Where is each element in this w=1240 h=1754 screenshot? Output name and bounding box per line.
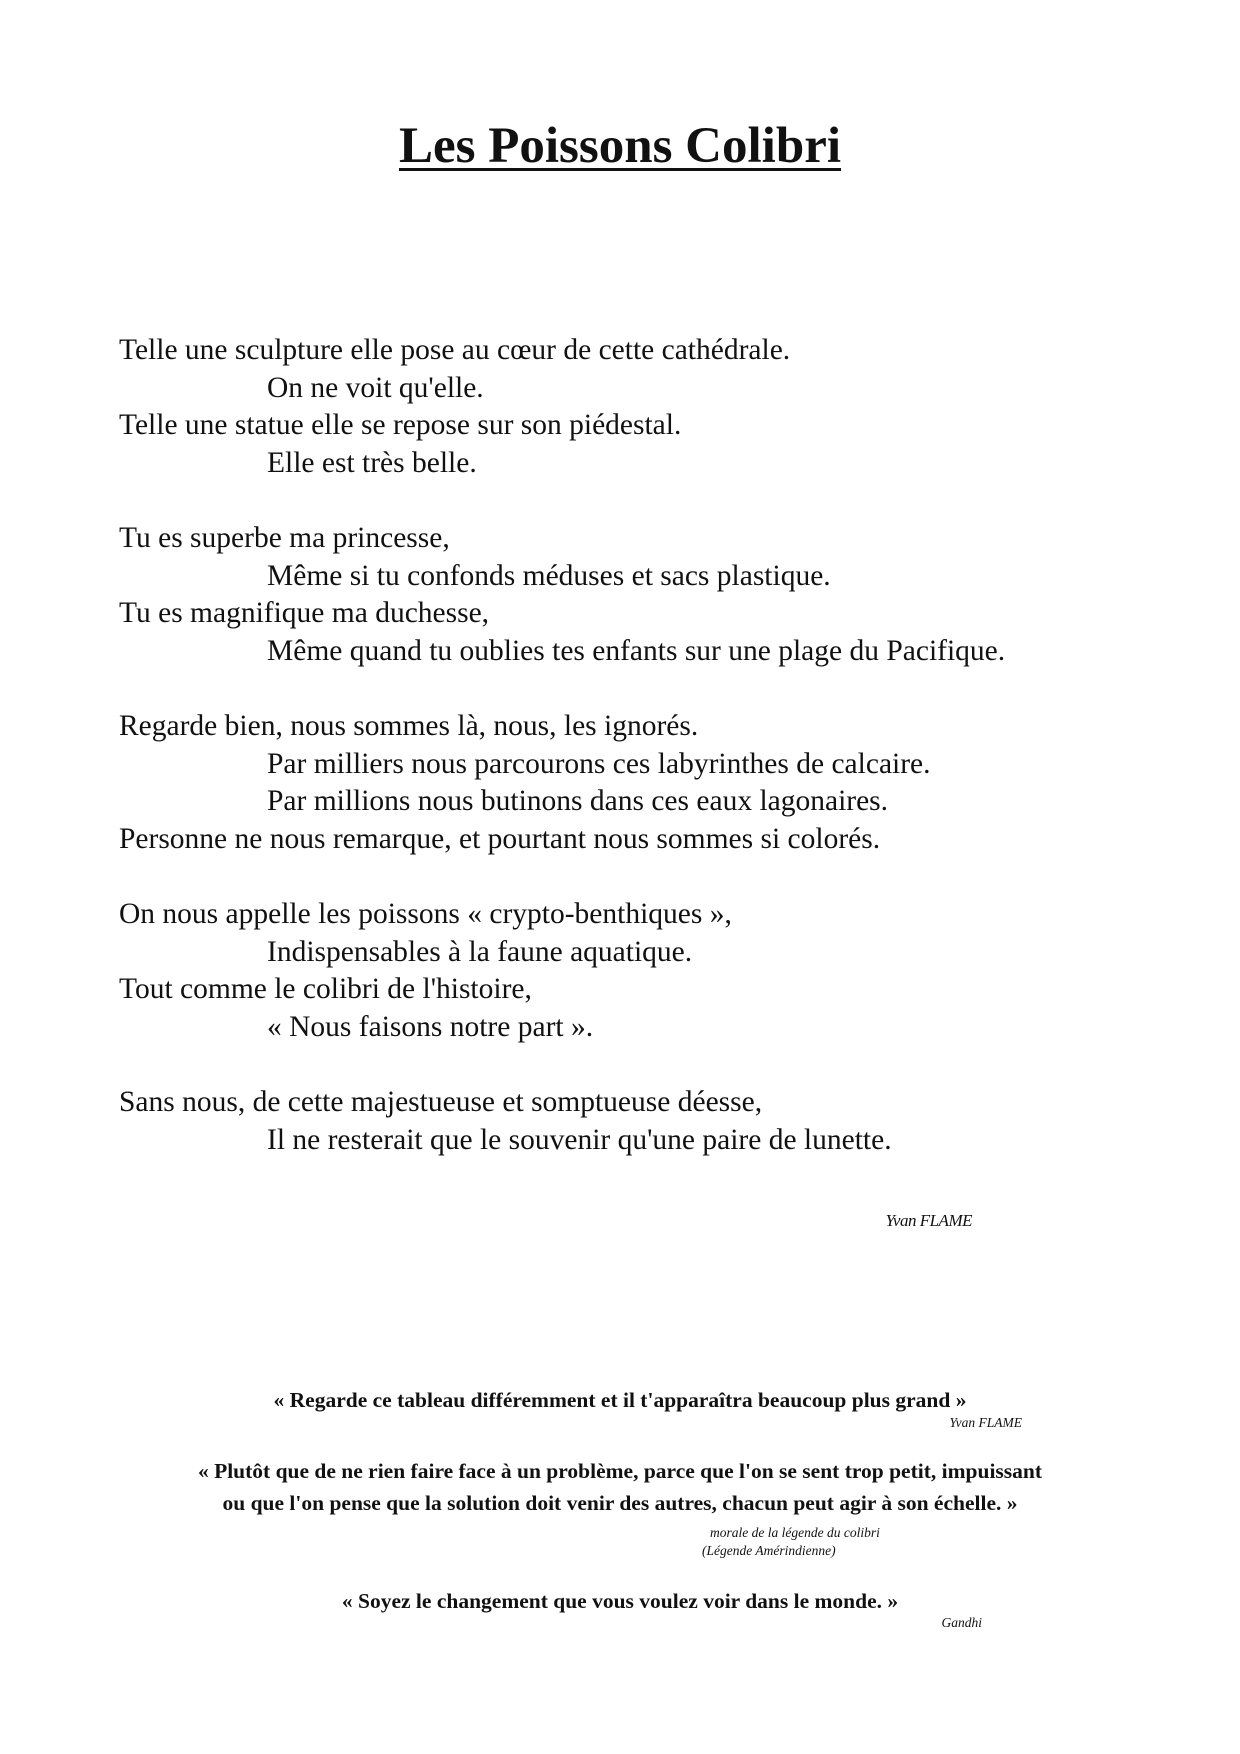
quote-gandhi: « Soyez le changement que vous voulez voir dans le monde. » <box>341 1589 899 1613</box>
stanza <box>119 896 1179 1046</box>
poem-title: Les Poissons Colibri <box>398 118 842 174</box>
poem-line: Telle une sculpture elle pose au cœur de cette cathédrale. <box>119 334 791 366</box>
poem-line: Sans nous, de cette majestueuse et somptueuse déesse, <box>119 1086 763 1118</box>
poem-line: Il ne resterait que le souvenir qu'une paire de lunette. <box>267 1123 892 1156</box>
quote-colibri-attribution: morale de la légende du colibri <box>710 1525 880 1540</box>
poem-line: « Nous faisons notre part ». <box>267 1010 594 1043</box>
poem-line: Tout comme le colibri de l'histoire, <box>119 973 532 1005</box>
poem-line: Tu es superbe ma princesse, <box>119 522 450 554</box>
poem-line: Elle est très belle. <box>267 446 477 479</box>
poem-line: On nous appelle les poissons « crypto-benthiques », <box>119 898 732 930</box>
poem-body <box>119 332 1179 1197</box>
quote-colibri-legend <box>0 1455 1240 1519</box>
poem-line: Par milliers nous parcourons ces labyrinthes de calcaire. <box>267 747 931 780</box>
stanza <box>119 332 1179 482</box>
quote-painting: « Regarde ce tableau différemment et il t'apparaîtra beaucoup plus grand » <box>273 1388 967 1412</box>
quote-colibri-line-2: ou que l'on pense que la solution doit venir des autres, chacun peut agir à son échelle. » <box>222 1491 1018 1515</box>
stanza <box>119 1084 1179 1159</box>
stanza <box>119 520 1179 670</box>
poem-line: Indispensables à la faune aquatique. <box>267 935 693 968</box>
quote-colibri-source: (Légende Amérindienne) <box>702 1543 836 1558</box>
poem-line: On ne voit qu'elle. <box>267 371 484 404</box>
quote-gandhi-attribution: Gandhi <box>941 1615 982 1630</box>
poem-line: Personne ne nous remarque, et pourtant nous sommes si colorés. <box>119 822 881 855</box>
poem-line: Par millions nous butinons dans ces eaux lagonaires. <box>267 785 889 817</box>
poem-line: Telle une statue elle se repose sur son piédestal. <box>119 409 682 441</box>
poem-line: Regarde bien, nous sommes là, nous, les ignorés. <box>119 710 699 742</box>
poem-author-signature: Yvan FLAME <box>885 1211 972 1230</box>
poem-line: Même si tu confonds méduses et sacs plastique. <box>267 559 831 592</box>
poem-line: Tu es magnifique ma duchesse, <box>119 597 490 629</box>
poem-line: Même quand tu oublies tes enfants sur une plage du Pacifique. <box>267 634 1006 667</box>
quote-colibri-line-1: « Plutôt que de ne rien faire face à un problème, parce que l'on se sent trop petit, impuissant <box>197 1459 1043 1483</box>
stanza <box>119 708 1179 858</box>
quote-painting-attribution: Yvan FLAME <box>949 1415 1022 1430</box>
